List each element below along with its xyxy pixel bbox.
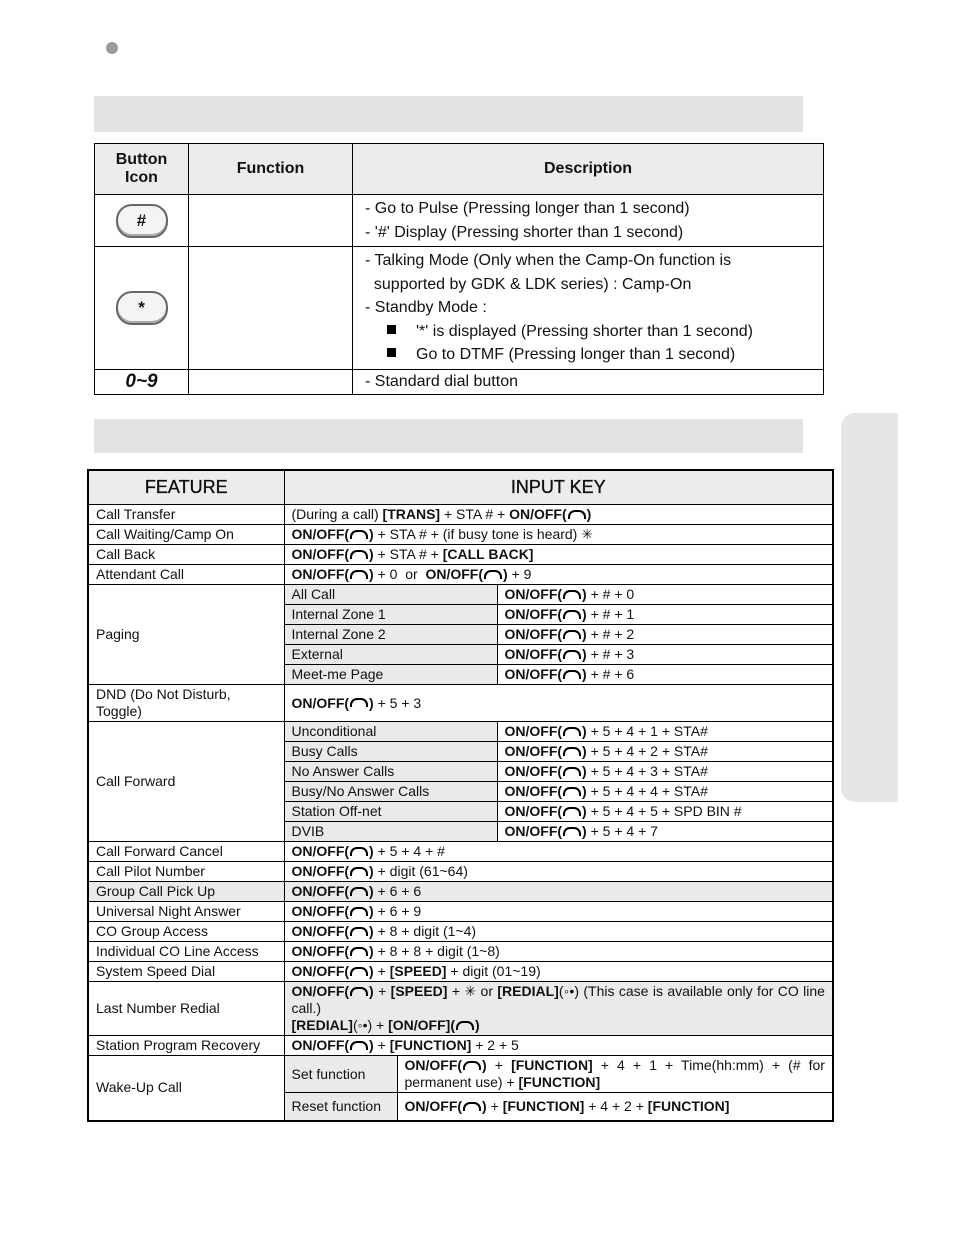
sub-feature-cell: Meet-me Page: [284, 665, 497, 685]
sub-feature-cell: Reset function: [284, 1093, 397, 1121]
square-bullet-icon: [387, 325, 396, 334]
table-row: [88, 922, 833, 942]
description-line: supported by GDK & LDK series) : Camp-On: [365, 275, 692, 293]
icon-cell: [95, 369, 189, 395]
bullet-dot: [106, 42, 118, 54]
feature-cell: Call Back: [88, 545, 284, 565]
onoff-key-label: ON/OFF(: [291, 983, 350, 999]
handset-icon: [350, 947, 368, 956]
input-key-cell: ON/OFF( ) + # + 2: [497, 625, 833, 645]
onoff-key-label: ON/OFF(: [404, 1097, 463, 1114]
onoff-key-label: ON/OFF(: [504, 666, 563, 682]
table-header-row: [88, 470, 833, 505]
onoff-key-close: ): [482, 1097, 487, 1114]
sub-feature-cell: Set function: [284, 1056, 397, 1093]
redial-icon: (◦•): [558, 983, 579, 999]
sub-feature-cell: Busy/No Answer Calls: [284, 782, 497, 802]
onoff-key-label: ON/OFF(: [504, 763, 563, 779]
input-key-cell: ON/OFF( ) + # + 1: [497, 605, 833, 625]
table-row: [95, 369, 824, 395]
table-row: [88, 585, 833, 605]
sub-feature-cell: All Call: [284, 585, 497, 605]
onoff-key-close: ): [503, 566, 508, 582]
table-row: [88, 882, 833, 902]
handset-icon: [350, 927, 368, 936]
description-line: - Talking Mode (Only when the Camp-On function is: [365, 252, 732, 269]
table-row: [88, 1056, 833, 1093]
header-function: Function: [189, 144, 353, 195]
description-line: - '#' Display (Pressing shorter than 1 second): [365, 223, 684, 241]
onoff-key-label: ON/OFF(: [291, 694, 350, 711]
handset-icon: [563, 767, 581, 776]
onoff-key-close: ): [369, 843, 374, 859]
table-row: [88, 565, 833, 585]
feature-cell: DND (Do Not Disturb, Toggle): [88, 685, 284, 722]
onoff-key-close: ): [582, 586, 587, 602]
onoff-key-label: ON/OFF(: [291, 963, 350, 979]
input-key-cell: ON/OFF( ) + 8 + 8 + digit (1~8): [284, 942, 833, 962]
sub-feature-cell: Unconditional: [284, 722, 497, 742]
feature-cell: Call Pilot Number: [88, 862, 284, 882]
onoff-key-close: ): [582, 666, 587, 682]
icon-cell: [95, 247, 189, 370]
feature-cell: Paging: [88, 585, 284, 685]
table-header-row: [95, 144, 824, 195]
function-cell: [189, 195, 353, 247]
handset-icon: [350, 907, 368, 916]
sub-feature-cell: Internal Zone 1: [284, 605, 497, 625]
onoff-key-close: ): [369, 963, 374, 979]
handset-icon: [350, 867, 368, 876]
onoff-key-label: ON/OFF(: [504, 783, 563, 799]
input-key-cell: ON/OFF( ) + 5 + 4 + 4 + STA#: [497, 782, 833, 802]
input-key-cell: ON/OFF( ) + 6 + 9: [284, 902, 833, 922]
sub-feature-cell: Internal Zone 2: [284, 625, 497, 645]
table-row: [88, 525, 833, 545]
input-key-cell: ON/OFF( ) + 5 + 4 + 5 + SPD BIN #: [497, 802, 833, 822]
feature-input-key-table: [87, 469, 834, 1122]
redial-icon: (◦•): [352, 1017, 373, 1033]
onoff-key-close: ): [582, 606, 587, 622]
side-tab: [841, 413, 898, 802]
hash-key-icon: #: [116, 204, 168, 238]
onoff-key-label: ON/OFF(: [291, 843, 350, 859]
input-key-cell: ON/OFF( ) + 5 + 4 + 3 + STA#: [497, 762, 833, 782]
onoff-key-label: ON/OFF(: [291, 903, 350, 919]
onoff-key-close: ): [369, 863, 374, 879]
onoff-key-close: ): [582, 646, 587, 662]
table-row: [88, 685, 833, 722]
onoff-key-close: ): [369, 566, 374, 582]
input-key-cell: ON/OFF( ) + 8 + digit (1~4): [284, 922, 833, 942]
onoff-key-close: ): [582, 723, 587, 739]
onoff-key-label: ON/OFF(: [291, 923, 350, 939]
onoff-key-close: ): [369, 923, 374, 939]
input-key-cell: ON/OFF( ) + 5 + 4 + 2 + STA#: [497, 742, 833, 762]
sub-feature-cell: External: [284, 645, 497, 665]
onoff-key-close: ): [369, 1037, 374, 1053]
description-line: - Standby Mode :: [365, 299, 487, 316]
sub-feature-cell: No Answer Calls: [284, 762, 497, 782]
table-row: [88, 505, 833, 525]
input-key-cell: ON/OFF( ) + # + 0: [497, 585, 833, 605]
table-row: [88, 722, 833, 742]
handset-icon: [563, 787, 581, 796]
onoff-key-label: ON/OFF(: [504, 646, 563, 662]
table-row: [95, 247, 824, 370]
input-key-cell: ON/OFF( ) + 0 or ON/OFF( ) + 9: [284, 565, 833, 585]
handset-icon: [563, 727, 581, 736]
function-cell: [189, 247, 353, 370]
onoff-key-close: ): [369, 526, 374, 542]
bullet-item: '*' is displayed (Pressing shorter than 1 second): [365, 320, 813, 344]
onoff-key-label: ON/OFF(: [504, 606, 563, 622]
icon-cell: [95, 195, 189, 247]
handset-icon: [484, 570, 502, 579]
header-feature: FEATURE: [88, 470, 284, 505]
table-row: [88, 842, 833, 862]
handset-icon: [563, 650, 581, 659]
onoff-key-close: ): [582, 626, 587, 642]
onoff-key-close: ): [369, 546, 374, 562]
input-key-cell: ON/OFF( ) + [FUNCTION] + 4 + 1 + Time(hh:mm) + (# for permanent use) + [FUNCTION]: [397, 1056, 833, 1093]
input-key-cell: ON/OFF( ) + [SPEED] + ✳ or [REDIAL](◦•) (This case is available only for CO line call.) [REDIAL](◦•) + [ON/OFF]( ): [284, 982, 833, 1036]
input-key-cell: ON/OFF( ) + STA # + [CALL BACK]: [284, 545, 833, 565]
onoff-key-close: ): [369, 943, 374, 959]
input-key-cell: ON/OFF( ) + 6 + 6: [284, 882, 833, 902]
feature-cell: CO Group Access: [88, 922, 284, 942]
handset-icon: [456, 1021, 474, 1030]
square-bullet-icon: [387, 348, 396, 357]
table-row: [88, 982, 833, 1036]
description-cell: - Standard dial button: [353, 369, 824, 395]
handset-icon: [350, 987, 368, 996]
input-key-cell: ON/OFF( ) + [FUNCTION] + 2 + 5: [284, 1036, 833, 1056]
feature-cell: Individual CO Line Access: [88, 942, 284, 962]
onoff-key-label: ON/OFF(: [504, 823, 563, 839]
onoff-key-label: ON/OFF(: [504, 723, 563, 739]
table-row: [88, 1036, 833, 1056]
star-key-icon: *: [116, 291, 168, 325]
onoff-key-close: ): [369, 903, 374, 919]
onoff-key-close: ): [369, 983, 374, 999]
onoff-key-label: ON/OFF(: [291, 863, 350, 879]
digit-keys-label: 0~9: [125, 370, 158, 392]
onoff-key-close: ): [582, 803, 587, 819]
sub-feature-cell: DVIB: [284, 822, 497, 842]
table-row: [88, 862, 833, 882]
handset-icon: [350, 1041, 368, 1050]
section-header-band-2: [94, 419, 803, 453]
input-key-cell: ON/OFF( ) + 5 + 3: [284, 685, 833, 722]
header-button-icon: Button Icon: [95, 144, 189, 195]
onoff-key-label: ON/OFF(: [291, 883, 350, 899]
feature-cell: Call Waiting/Camp On: [88, 525, 284, 545]
onoff-key-close: ): [582, 823, 587, 839]
handset-icon: [463, 1102, 481, 1111]
handset-icon: [350, 550, 368, 559]
onoff-key-label: ON/OFF(: [504, 586, 563, 602]
onoff-key-label: ON/OFF(: [291, 1037, 350, 1053]
onoff-key-close: ): [369, 883, 374, 899]
feature-cell: Attendant Call: [88, 565, 284, 585]
handset-icon: [568, 510, 586, 519]
handset-icon: [350, 698, 368, 707]
onoff-key-label: ON/OFF(: [504, 743, 563, 759]
input-key-cell: ON/OFF( ) + digit (61~64): [284, 862, 833, 882]
description-cell: [353, 247, 824, 370]
feature-cell: Last Number Redial: [88, 982, 284, 1036]
handset-icon: [563, 827, 581, 836]
table-row: [95, 195, 824, 247]
table-row: [88, 545, 833, 565]
table-row: [88, 942, 833, 962]
handset-icon: [350, 847, 368, 856]
input-key-cell: ON/OFF( ) + 5 + 4 + #: [284, 842, 833, 862]
handset-icon: [563, 747, 581, 756]
handset-icon: [463, 1061, 481, 1070]
input-key-cell: ON/OFF( ) + [SPEED] + digit (01~19): [284, 962, 833, 982]
handset-icon: [563, 610, 581, 619]
handset-icon: [563, 590, 581, 599]
onoff-key-close: ): [582, 763, 587, 779]
feature-cell: Call Forward: [88, 722, 284, 842]
input-key-cell: ON/OFF( ) + STA # + (if busy tone is heard) ✳: [284, 525, 833, 545]
handset-icon: [350, 967, 368, 976]
feature-cell: System Speed Dial: [88, 962, 284, 982]
handset-icon: [563, 807, 581, 816]
handset-icon: [350, 570, 368, 579]
handset-icon: [563, 670, 581, 679]
handset-icon: [350, 530, 368, 539]
feature-cell: Call Forward Cancel: [88, 842, 284, 862]
onoff-key-close: ): [369, 694, 374, 711]
onoff-key-label: ON/OFF(: [291, 546, 350, 562]
description-line: - Go to Pulse (Pressing longer than 1 second): [365, 200, 690, 217]
onoff-key-label: ON/OFF(: [504, 626, 563, 642]
header-description: Description: [353, 144, 824, 195]
feature-cell: Wake-Up Call: [88, 1056, 284, 1121]
input-key-cell: ON/OFF( ) + # + 3: [497, 645, 833, 665]
table-row: [88, 902, 833, 922]
onoff-key-label: ON/OFF(: [504, 803, 563, 819]
onoff-key-label: ON/OFF(: [291, 566, 350, 582]
handset-icon: [563, 630, 581, 639]
function-cell: [189, 369, 353, 395]
input-key-cell: ON/OFF( ) + # + 6: [497, 665, 833, 685]
feature-cell: Station Program Recovery: [88, 1036, 284, 1056]
handset-icon: [350, 887, 368, 896]
feature-cell: Universal Night Answer: [88, 902, 284, 922]
feature-cell: Call Transfer: [88, 505, 284, 525]
header-input-key: INPUT KEY: [284, 470, 833, 505]
onoff-key-label: ON/OFF(: [291, 526, 350, 542]
onoff-key-close: ): [482, 1057, 487, 1073]
button-function-table: [94, 143, 824, 395]
input-key-cell: (During a call) [TRANS] + STA # + ON/OFF( ): [284, 505, 833, 525]
sub-feature-cell: Busy Calls: [284, 742, 497, 762]
input-key-cell: ON/OFF( ) + 5 + 4 + 1 + STA#: [497, 722, 833, 742]
input-key-cell: ON/OFF( ) + 5 + 4 + 7: [497, 822, 833, 842]
feature-cell: Group Call Pick Up: [88, 882, 284, 902]
section-header-band-1: [94, 96, 803, 132]
sub-feature-cell: Station Off-net: [284, 802, 497, 822]
input-key-cell: ON/OFF( ) + [FUNCTION] + 4 + 2 + [FUNCTION]: [397, 1093, 833, 1121]
onoff-key-label: ON/OFF(: [425, 566, 484, 582]
table-row: [88, 962, 833, 982]
onoff-key-close: ): [582, 783, 587, 799]
onoff-key-close: ): [582, 743, 587, 759]
onoff-key-label: ON/OFF(: [404, 1057, 463, 1073]
bullet-item: Go to DTMF (Pressing longer than 1 second): [365, 343, 813, 367]
onoff-key-label: ON/OFF(: [291, 943, 350, 959]
description-cell: [353, 195, 824, 247]
